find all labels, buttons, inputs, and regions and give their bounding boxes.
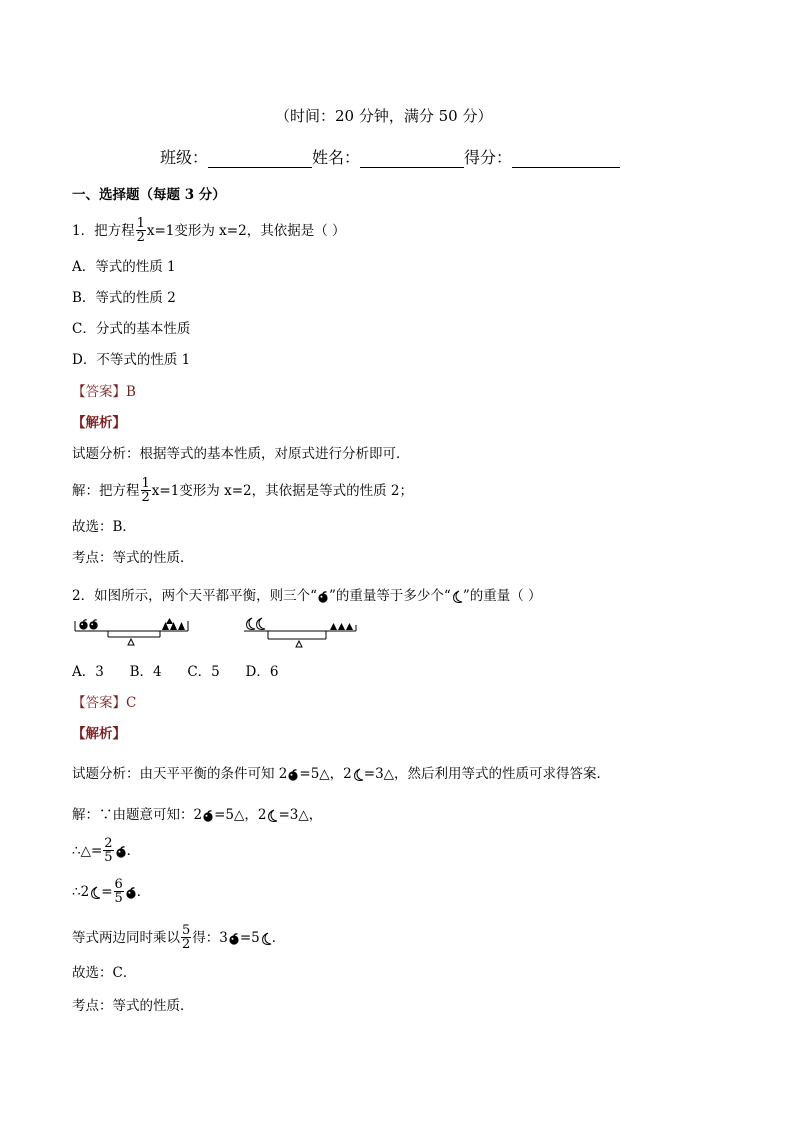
apple-icon — [202, 810, 214, 822]
moon-icon — [266, 809, 278, 823]
q1-solution: 解：把方程 $\frac{1}{2}$ x=1变形为 x=2，其依据是等式的性质 2； — [72, 476, 413, 505]
q2-fraction-6-5: $\frac{6}{5}$ — [114, 877, 123, 906]
q2-answer: 【答案】C — [72, 695, 137, 711]
class-field[interactable] — [208, 151, 312, 168]
moon-icon — [257, 618, 265, 629]
apple-icon — [317, 591, 329, 603]
q2-stem: 2．如图所示，两个天平都平衡，则三个“ ”的重量等于多少个“ ”的重量（ ） — [72, 588, 542, 604]
q2-solution-4: 等式两边同时乘以 $\frac{5}{2}$ 得：3 =5 ． — [72, 923, 286, 952]
q1-option-a: A．等式的性质 1 — [72, 259, 176, 275]
class-label: 班级： — [160, 148, 209, 167]
student-info-row — [160, 148, 620, 168]
balance-figure-2 — [240, 617, 370, 653]
q1-option-d: D．不等式的性质 1 — [72, 352, 191, 368]
q1-point: 考点：等式的性质． — [72, 550, 194, 566]
moon-icon — [260, 932, 272, 946]
q2-options: A．3 B．4 C．5 D．6 — [72, 664, 279, 680]
score-field[interactable] — [512, 151, 620, 168]
q2-solution-2: ∴△= $\frac{2}{5}$ ． — [72, 836, 141, 865]
apple-icon — [79, 620, 87, 630]
q1-answer: 【答案】B — [72, 384, 136, 400]
q2-analysis: 试题分析：由天平平衡的条件可知 2 =5△，2 =3△，然后利用等式的性质可求得答案． — [72, 766, 611, 782]
apple-icon — [125, 887, 137, 899]
q1-analysis-title: 【解析】 — [72, 415, 126, 431]
balance-figure-1 — [72, 617, 202, 653]
section-title: 一、选择题（每题 3 分） — [72, 187, 226, 203]
q2-fraction-5-2: $\frac{5}{2}$ — [182, 923, 191, 952]
apple-icon — [287, 769, 299, 781]
apple-icon — [228, 933, 240, 945]
q2-fraction-2-5: $\frac{2}{5}$ — [104, 836, 113, 865]
apple-icon — [89, 620, 97, 630]
time-note: （时间：20 分钟，满分 50 分） — [275, 107, 493, 125]
q1-choose: 故选：B． — [72, 519, 136, 535]
q1-option-b: B．等式的性质 2 — [72, 290, 176, 306]
q2-choose: 故选：C． — [72, 965, 137, 981]
moon-icon — [247, 618, 255, 629]
moon-icon — [89, 886, 101, 900]
q2-solution-1: 解：∵由题意可知：2 =5△，2 =3△， — [72, 807, 323, 823]
q2-point: 考点：等式的性质． — [72, 998, 194, 1014]
q1-sol-fraction: $\frac{1}{2}$ — [141, 476, 150, 505]
q1-fraction: $\frac{1}{2}$ — [136, 216, 145, 245]
q1-analysis: 试题分析：根据等式的基本性质，对原式进行分析即可． — [72, 446, 410, 462]
moon-icon — [352, 768, 364, 782]
apple-icon — [115, 846, 127, 858]
q1-option-c: C．分式的基本性质 — [72, 321, 191, 337]
name-field[interactable] — [360, 151, 464, 168]
q2-analysis-title: 【解析】 — [72, 726, 126, 742]
score-label: 得分： — [464, 148, 513, 167]
moon-icon — [451, 590, 463, 604]
q1-stem: 1．把方程 $\frac{1}{2}$ x=1变形为 x=2，其依据是（ ） — [72, 216, 346, 245]
name-label: 姓名： — [312, 148, 361, 167]
q2-solution-3: ∴2 = $\frac{6}{5}$ ． — [72, 877, 151, 906]
